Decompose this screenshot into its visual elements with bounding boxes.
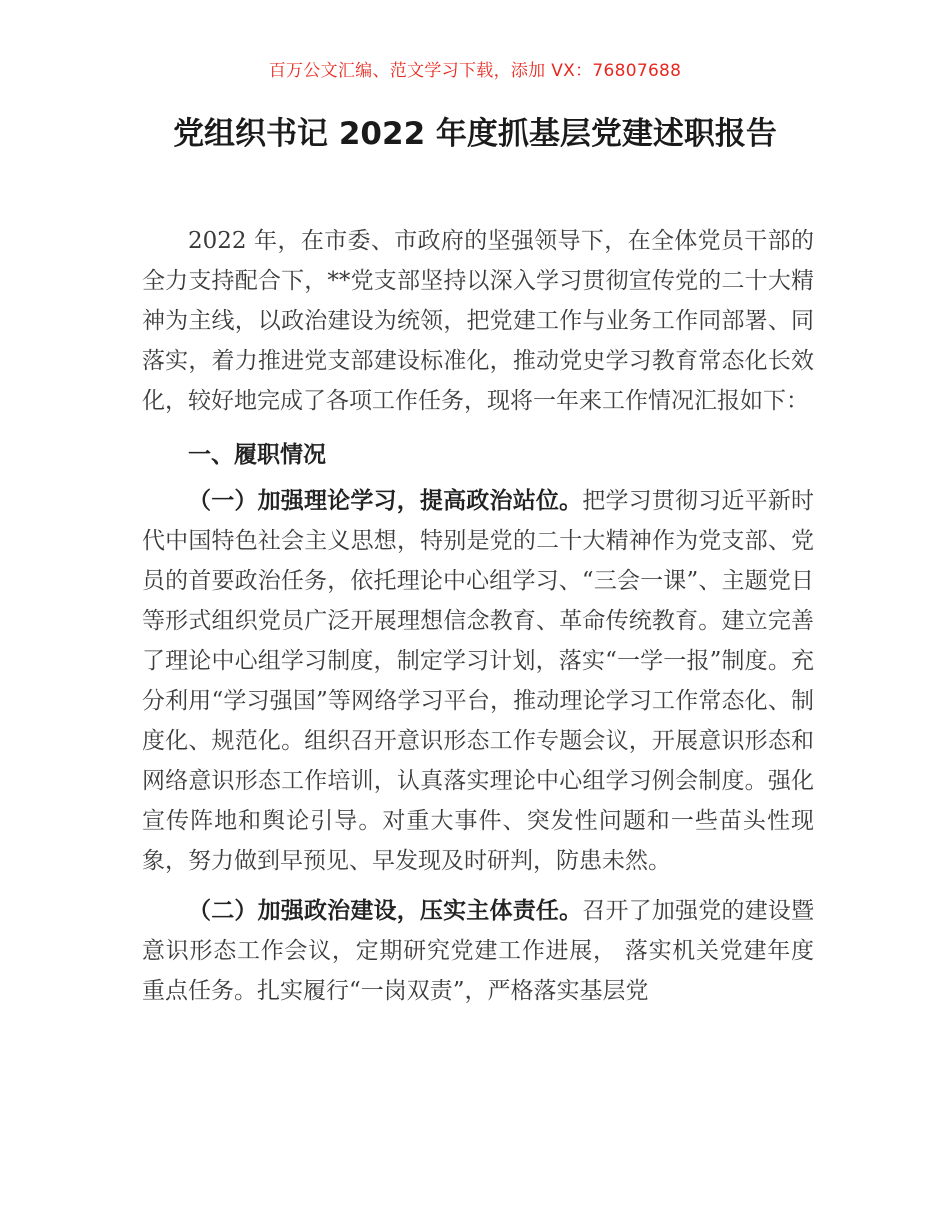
document-body [142,221,814,1011]
item2-paragraph [142,891,814,1011]
item1-text: 把学习贯彻习近平新时代中国特色社会主义思想，特别是党的二十大精神作为党支部、党员的首要政治任务，依托理论中心组学习、“三会一课”、主题党日等形式组织党员广泛开展理想信念教育、革命传统教育。建立完善了理论中心组学习制度，制定学习计划，落实“一学一报”制度。充分利用“学习强国”等网络学习平台，推动理论学习工作常态化、制度化、规范化。组织召开意识形态工作专题会议，开展意识形态和网络意识形态工作培训，认真落实理论中心组学习例会制度。强化宣传阵地和舆论引导。对重大事件、突发性问题和一些苗头性现象，努力做到早预见、早发现及时研判，防患未然。 [142,488,815,874]
item2-text: 召开了加强党的建设暨意识形态工作会议，定期研究党建工作进展， 落实机关党建年度重点任务。扎实履行“一岗双责”，严格落实基层党 [142,898,815,1004]
item1-lead: （一）加强理论学习，提高政治站位。 [188,487,583,514]
item1-paragraph [142,481,814,881]
document-title: 党组织书记 2022 年度抓基层党建述职报告 [173,116,777,152]
section-heading: 一、履职情况 [188,441,326,468]
intro-paragraph: 2022 年，在市委、市政府的坚强领导下，在全体党员干部的全力支持配合下，**党支部坚持以深入学习贯彻宣传党的二十大精神为主线，以政治建设为统领，把党建工作与业务工作同部署、同落实，着力推进党支部建设标准化，推动党史学习教育常态化长效化，较好地完成了各项工作任务，现将一年来工作情况汇报如下： [142,228,814,414]
item2-lead: （二）加强政治建设，压实主体责任。 [188,897,583,924]
download-notice: 百万公文汇编、范文学习下载，添加 VX：76807688 [268,61,682,81]
